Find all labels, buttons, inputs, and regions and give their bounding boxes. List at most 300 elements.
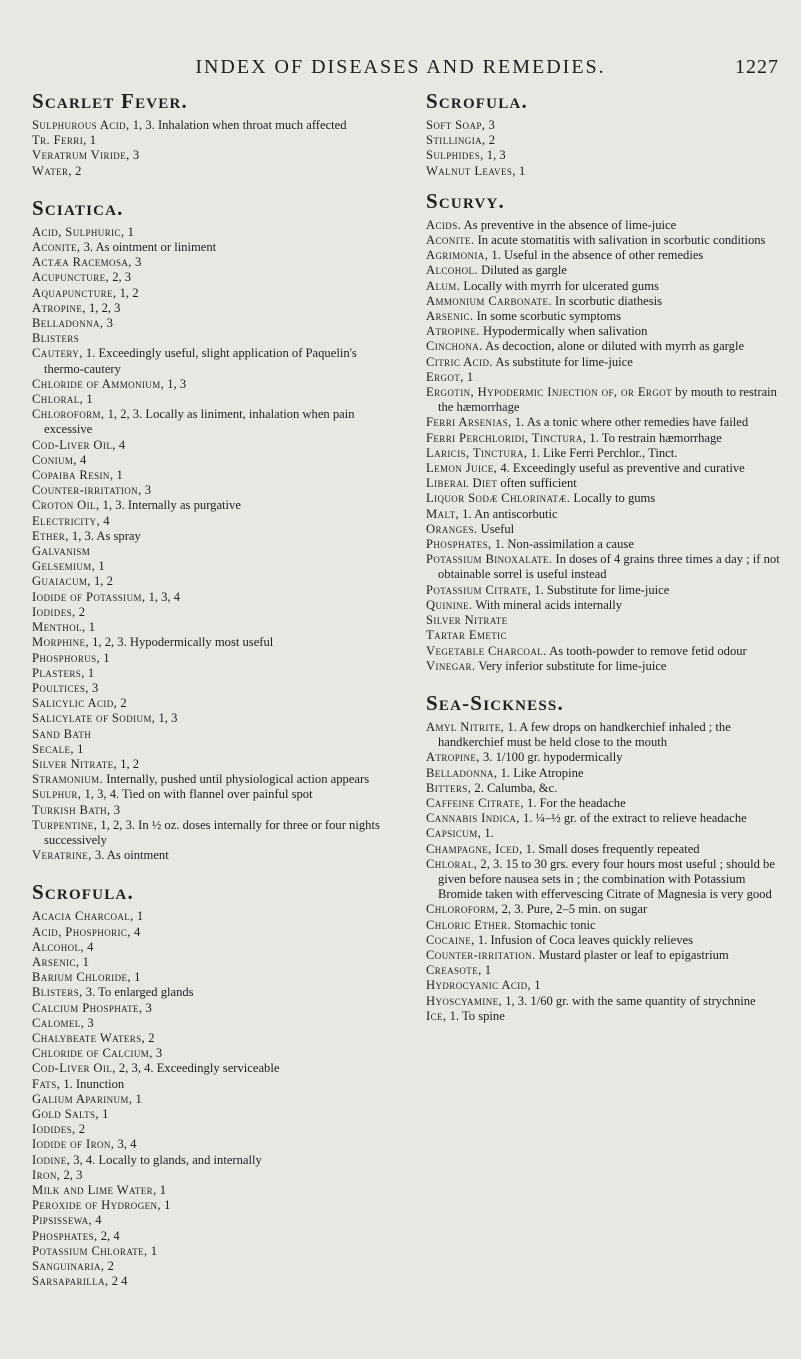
remedy-name: Atropine. [426, 324, 480, 339]
remedy-note: 1, 3 [164, 376, 187, 391]
remedy-name: Turpentine, [32, 817, 98, 832]
list-item [32, 955, 386, 970]
remedy-note: 1 [156, 1183, 167, 1197]
list-item [426, 133, 782, 148]
remedy-note: 1. Like Ferri Perchlor., Tinct. [527, 445, 678, 460]
remedy-name: Aconite, [32, 240, 81, 255]
remedy-note: 4 [115, 437, 126, 452]
remedy-note: As preventive in the absence of lime-juice [461, 217, 677, 232]
remedy-name: Iodide of Potassium, [32, 589, 146, 604]
remedy-name: Sanguinaria, [32, 1259, 105, 1274]
remedy-name: Conium, [32, 452, 77, 467]
section-title: Scarlet Fever. [32, 89, 188, 113]
remedy-name: Lemon Juice, [426, 461, 498, 476]
list-item [32, 301, 386, 316]
list-item [32, 331, 386, 346]
list-item [32, 1061, 386, 1076]
remedy-note: In scorbutic diathesis [551, 293, 663, 308]
section-title: Scrofula. [32, 880, 134, 905]
remedy-name: Ether, [32, 528, 69, 543]
list-item [32, 681, 386, 696]
entry-list [426, 218, 782, 674]
remedy-name: Oranges. [426, 521, 478, 536]
remedy-note: 1 [73, 741, 84, 756]
remedy-name: Cannabis Indica, [426, 811, 520, 826]
remedy-note: 3. 1/100 gr. hypodermically [479, 750, 623, 765]
remedy-note: 1. To restrain hæmorrhage [586, 430, 722, 445]
list-item [426, 842, 782, 857]
list-item [32, 848, 386, 863]
remedy-name: Ice, [426, 1008, 447, 1023]
remedy-name: Belladonna, [426, 765, 498, 780]
remedy-name: Chloral, [32, 392, 84, 407]
list-item [32, 483, 386, 498]
list-item [32, 696, 386, 711]
remedy-note: by mouth to restrain the hæmorrhage [438, 385, 777, 415]
remedy-note: 4 [100, 513, 110, 528]
remedy-name: Belladonna, [32, 316, 104, 331]
remedy-note: 1, 3. 1/60 gr. with the same quantity of strychnine [502, 993, 756, 1008]
remedy-note: 3 [131, 255, 142, 270]
remedy-note: 1 [531, 978, 541, 993]
list-item [426, 385, 782, 415]
list-item [426, 933, 782, 948]
list-item [426, 811, 782, 826]
remedy-name: Iodides, [32, 604, 76, 619]
remedy-note: 1, 2, 3. Locally as liniment, inhalation when pain excessive [44, 407, 355, 437]
remedy-note: Hypodermically when salivation [479, 324, 648, 339]
list-item [426, 537, 782, 552]
list-item [426, 294, 782, 309]
remedy-name: Guaiacum, [32, 574, 91, 589]
remedy-note: 2. Calumba, &c. [471, 780, 558, 795]
list-item [426, 613, 782, 628]
section-scurvy [426, 188, 782, 674]
list-item [32, 925, 386, 940]
remedy-note: 1. A few drops on handkerchief inhaled ; the handkerchief must be held close to the mouth [438, 719, 731, 750]
remedy-note: 1. Exceedingly useful, slight application of Paquelin's thermo-cautery [44, 346, 357, 376]
remedy-name: Iodide of Iron, [32, 1137, 115, 1152]
remedy-note: 2 [75, 604, 85, 619]
remedy-name: Silver Nitrate [426, 613, 508, 628]
list-item [426, 963, 782, 978]
remedy-name: Water, [32, 163, 72, 178]
remedy-name: Aconite. [426, 233, 475, 248]
remedy-note: 1 [131, 970, 141, 985]
list-item [32, 772, 386, 787]
remedy-note: 3 [110, 802, 121, 817]
list-item [32, 453, 386, 468]
list-item [32, 407, 386, 437]
remedy-name: Morphine, [32, 635, 89, 650]
list-item [426, 148, 782, 163]
list-item [32, 1274, 386, 1289]
list-item [426, 461, 782, 476]
remedy-note: 1. Small doses frequently repeated [522, 841, 700, 856]
remedy-name: Laricis, Tinctura, [426, 445, 528, 460]
remedy-note: 2 [104, 1259, 114, 1274]
list-item [426, 446, 782, 461]
list-item [426, 118, 782, 133]
remedy-name: Chloric Ether. [426, 917, 511, 932]
list-item [426, 370, 782, 385]
remedy-note: 1. Like Atropine [497, 765, 584, 780]
list-item [32, 255, 386, 270]
remedy-name: Acid, Phosphoric, [32, 924, 131, 939]
list-item [32, 711, 386, 726]
remedy-name: Cod-Liver Oil, [32, 1061, 116, 1076]
remedy-name: Atropine, [32, 300, 86, 315]
remedy-note: In some scorbutic symptoms [473, 309, 622, 324]
remedy-note: 1, 3 [483, 148, 506, 163]
remedy-note: 2, 4 [97, 1228, 120, 1243]
list-item [32, 666, 386, 681]
remedy-name: Peroxide of Hydrogen, [32, 1198, 161, 1213]
list-item [426, 324, 782, 339]
remedy-name: Acid, Sulphuric, [32, 224, 125, 239]
remedy-name: Ergot, [426, 369, 464, 384]
list-item [32, 438, 386, 453]
list-item [32, 1001, 386, 1016]
remedy-name: Alcohol, [32, 939, 84, 954]
remedy-note: 1, 2 [117, 756, 140, 771]
entry-list [426, 118, 782, 179]
remedy-note: 1. [481, 826, 494, 841]
list-item [426, 507, 782, 522]
list-item [426, 279, 782, 294]
remedy-note: 2 [145, 1030, 155, 1045]
remedy-note: 2, 3. 15 to 30 grs. every four hours most useful ; should be given before nausea sets in ; the combination with Potassium Bromide taken with effervescing Citrate of Magnesia is very good [438, 856, 775, 902]
section-sciatica [32, 195, 386, 864]
remedy-name: Capsicum, [426, 826, 482, 841]
remedy-note: 1. Infusion of Coca leaves quickly relieves [474, 932, 693, 947]
remedy-note: 1 [100, 650, 110, 665]
list-item [32, 392, 386, 407]
section-scrofula [426, 88, 782, 179]
list-item [426, 522, 782, 537]
list-item [426, 659, 782, 674]
list-item [32, 346, 386, 376]
remedy-note: 1, 2 [116, 285, 139, 300]
list-item [32, 818, 386, 848]
remedy-name: Phosphates, [426, 537, 492, 552]
remedy-note: 1 [160, 1198, 171, 1213]
remedy-name: Stramonium. [32, 772, 104, 787]
list-item [426, 857, 782, 903]
remedy-name: Creasote, [426, 963, 482, 978]
remedy-name: Liberal Diet [426, 476, 498, 491]
list-item [426, 628, 782, 643]
remedy-name: Vegetable Charcoal. [426, 643, 547, 658]
list-item [32, 1259, 386, 1274]
remedy-note: 2, 3 [109, 270, 132, 285]
section-sea-sickness [426, 690, 782, 1024]
list-item [32, 1198, 386, 1213]
remedy-note: 1, 3. Inhalation when throat much affected [129, 118, 347, 132]
remedy-name: Phosphates, [32, 1228, 98, 1243]
page-number: 1227 [735, 56, 779, 78]
remedy-note: 3 [84, 1015, 94, 1030]
remedy-note: Useful [477, 521, 515, 536]
list-item [32, 498, 386, 513]
list-item [426, 766, 782, 781]
list-item [32, 787, 386, 802]
remedy-name: Croton Oil, [32, 498, 100, 513]
remedy-name: Ferri Perchloridi, Tinctura, [426, 430, 587, 445]
list-item [32, 225, 386, 240]
remedy-note: 1 [113, 468, 123, 483]
remedy-note: 4 [83, 939, 94, 954]
remedy-note: 1 [124, 224, 134, 239]
entry-list [32, 909, 386, 1289]
section-spacer [32, 863, 386, 879]
remedy-name: Electricity, [32, 513, 101, 528]
list-item [426, 248, 782, 263]
section-spacer [32, 179, 386, 195]
list-item [426, 233, 782, 248]
remedy-name: Iodides, [32, 1122, 76, 1137]
remedy-note: 1. ¼–½ gr. of the extract to relieve headache [519, 811, 747, 826]
remedy-name: Plasters, [32, 665, 85, 680]
entry-list [32, 225, 386, 864]
list-item [426, 994, 782, 1009]
section-title: Sciatica. [32, 195, 124, 220]
remedy-note: As tooth-powder to remove fetid odour [546, 643, 747, 658]
list-item [426, 552, 782, 582]
list-item [426, 476, 782, 491]
list-item [32, 1168, 386, 1183]
list-item [426, 826, 782, 841]
remedy-name: Sarsaparilla, [32, 1274, 109, 1289]
list-item [32, 286, 386, 301]
remedy-name: Acacia Charcoal, [32, 909, 134, 924]
list-item [426, 415, 782, 430]
list-item [426, 218, 782, 233]
remedy-name: Gold Salts, [32, 1106, 99, 1121]
remedy-note: 2 [485, 133, 495, 148]
remedy-note: 1 [85, 620, 95, 635]
remedy-name: Fats, [32, 1076, 61, 1091]
remedy-note: 3 [142, 1000, 152, 1015]
remedy-name: Chloride of Calcium, [32, 1046, 153, 1061]
remedy-name: Stillingia, [426, 133, 486, 148]
remedy-name: Cod-Liver Oil, [32, 437, 116, 452]
remedy-note: Stomachic tonic [511, 917, 596, 932]
remedy-note: 3, 4. Locally to glands, and internally [70, 1152, 262, 1167]
remedy-note: 1 [132, 1091, 142, 1106]
section-scarlet-fever [32, 88, 386, 179]
remedy-name: Citric Acid. [426, 354, 493, 369]
remedy-name: Champagne, Iced, [426, 841, 523, 856]
list-item [32, 1229, 386, 1244]
remedy-note: 1 [95, 559, 105, 574]
list-item [32, 970, 386, 985]
remedy-name: Actæa Racemosa, [32, 255, 132, 270]
entry-list [32, 118, 386, 179]
list-item [32, 574, 386, 589]
list-item [426, 355, 782, 370]
list-item [32, 1107, 386, 1122]
list-item [32, 742, 386, 757]
remedy-note: Internally, pushed until physiological action appears [103, 772, 370, 787]
remedy-note: Locally with myrrh for ulcerated gums [460, 278, 659, 293]
list-item [32, 270, 386, 285]
remedy-note: 3, 4 [114, 1137, 137, 1152]
remedy-name: Ergotin, Hypodermic Injection of, or Ergot [426, 385, 673, 400]
remedy-name: Vinegar. [426, 658, 476, 673]
list-item [32, 559, 386, 574]
remedy-note: 1, 3. Internally as purgative [99, 498, 241, 513]
remedy-note: 1 [147, 1243, 158, 1258]
list-item [426, 948, 782, 963]
list-item [32, 148, 386, 163]
remedy-note: In doses of 4 grains three times a day ; if not obtainable sorrel is useful instead [438, 552, 780, 582]
remedy-note: 3 [88, 680, 99, 695]
list-item [32, 1213, 386, 1228]
remedy-name: Sand Bath [32, 726, 92, 741]
remedy-name: Sulphur, [32, 787, 82, 802]
page-header [0, 0, 801, 80]
remedy-name: Liquor Sodæ Chlorinatæ. [426, 491, 571, 506]
list-item [426, 263, 782, 278]
remedy-note: 1 [83, 392, 93, 407]
remedy-note: 1 [515, 163, 526, 178]
list-item [32, 1183, 386, 1198]
remedy-name: Pipsissewa, [32, 1213, 93, 1228]
section-title: Scurvy. [426, 188, 505, 213]
remedy-name: Chloride of Ammonium, [32, 376, 165, 391]
remedy-name: Galium Aparinum, [32, 1091, 133, 1106]
remedy-note: 4 [92, 1213, 102, 1228]
remedy-note: 4. Exceedingly useful as preventive and curative [497, 461, 745, 476]
remedy-name: Hydrocyanic Acid, [426, 978, 532, 993]
list-item [32, 620, 386, 635]
remedy-note: 1. An antiscorbutic [459, 506, 558, 521]
remedy-name: Malt, [426, 506, 460, 521]
section-scrofula [32, 879, 386, 1289]
remedy-note: 3 [103, 316, 113, 331]
list-item [32, 316, 386, 331]
list-item [32, 940, 386, 955]
remedy-note: 1, 3, 4 [145, 589, 181, 604]
remedy-note: 3 [485, 118, 495, 132]
remedy-note: 1. Non-assimilation a cause [491, 537, 634, 552]
remedy-note: 2, 3, 4. Exceedingly serviceable [115, 1061, 280, 1076]
remedy-name: Counter-irritation. [426, 947, 536, 962]
list-item [32, 377, 386, 392]
remedy-name: Chloroform, [32, 407, 105, 422]
remedy-note: 3 [129, 148, 140, 163]
remedy-note: 3. As ointment or liniment [80, 240, 217, 255]
section-title: Sea-Sickness. [426, 690, 564, 715]
remedy-name: Alcohol. [426, 263, 478, 278]
remedy-note: 2 [75, 1122, 85, 1137]
remedy-name: Calcium Phosphate, [32, 1000, 143, 1015]
remedy-name: Blisters [32, 331, 80, 346]
list-item [426, 491, 782, 506]
remedy-note: 3 [141, 483, 152, 498]
remedy-name: Atropine, [426, 750, 480, 765]
remedy-name: Salicylic Acid, [32, 696, 118, 711]
list-item [32, 1244, 386, 1259]
remedy-note: 3. As ointment [91, 848, 169, 863]
remedy-name: Silver Nitrate, [32, 756, 118, 771]
remedy-name: Salicylate of Sodium, [32, 711, 156, 726]
remedy-name: Counter-irritation, [32, 483, 142, 498]
list-item [32, 1016, 386, 1031]
list-item [426, 583, 782, 598]
remedy-note: Very inferior substitute for lime-juice [475, 658, 667, 673]
remedy-note: 1. To spine [446, 1008, 505, 1023]
page-title: INDEX OF DISEASES AND REMEDIES. [195, 56, 606, 78]
list-item [32, 605, 386, 620]
list-item [32, 1153, 386, 1168]
remedy-name: Galvanism [32, 544, 91, 559]
list-item [32, 240, 386, 255]
list-item [32, 514, 386, 529]
remedy-name: Veratrine, [32, 848, 92, 863]
remedy-name: Hyoscyamine, [426, 993, 503, 1008]
remedy-name: Sulphurous Acid, [32, 118, 130, 132]
remedy-name: Caffeine Citrate, [426, 795, 524, 810]
remedy-name: Copaiba Resin, [32, 468, 114, 483]
remedy-name: Bitters, [426, 780, 472, 795]
list-item [32, 1122, 386, 1137]
list-item [32, 1031, 386, 1046]
list-item [32, 651, 386, 666]
remedy-note: often sufficient [497, 476, 577, 491]
remedy-name: Barium Chloride, [32, 970, 131, 985]
remedy-note: With mineral acids internally [472, 597, 623, 612]
remedy-note: 2, 3 [60, 1167, 83, 1182]
remedy-name: Arsenic. [426, 309, 474, 324]
list-item [426, 339, 782, 354]
list-item [426, 1009, 782, 1024]
remedy-note: 1, 2, 3 [85, 300, 121, 315]
remedy-note: 3. To enlarged glands [82, 985, 194, 1000]
list-item [32, 164, 386, 179]
remedy-name: Tartar Emetic [426, 628, 507, 643]
section-spacer [426, 179, 782, 188]
remedy-name: Calomel, [32, 1015, 85, 1030]
remedy-name: Poultices, [32, 680, 89, 695]
remedy-note: 1 [463, 369, 474, 384]
remedy-note: As substitute for lime-juice [492, 354, 633, 369]
remedy-note: 2 4 [108, 1274, 128, 1289]
left-column [32, 88, 386, 1289]
remedy-note: 4 [130, 924, 141, 939]
remedy-note: 2 [117, 696, 127, 711]
list-item [32, 635, 386, 650]
remedy-name: Phosphorus, [32, 650, 101, 665]
remedy-note: 1 [84, 665, 95, 680]
list-item [426, 164, 782, 179]
remedy-note: 1. Inunction [60, 1076, 125, 1091]
list-item [32, 1046, 386, 1061]
list-item [426, 978, 782, 993]
remedy-note: 1 [86, 133, 97, 148]
remedy-note: 1. As a tonic where other remedies have failed [511, 415, 749, 430]
remedy-name: Cautery, [32, 346, 83, 361]
remedy-name: Acids. [426, 217, 462, 232]
list-item [426, 781, 782, 796]
remedy-name: Turkish Bath, [32, 802, 111, 817]
remedy-note: 1 [98, 1106, 109, 1121]
remedy-name: Iodine, [32, 1152, 71, 1167]
remedy-note: 1 [79, 954, 89, 969]
remedy-note: 1. Substitute for lime-juice [531, 582, 670, 597]
remedy-name: Walnut Leaves, [426, 163, 516, 178]
